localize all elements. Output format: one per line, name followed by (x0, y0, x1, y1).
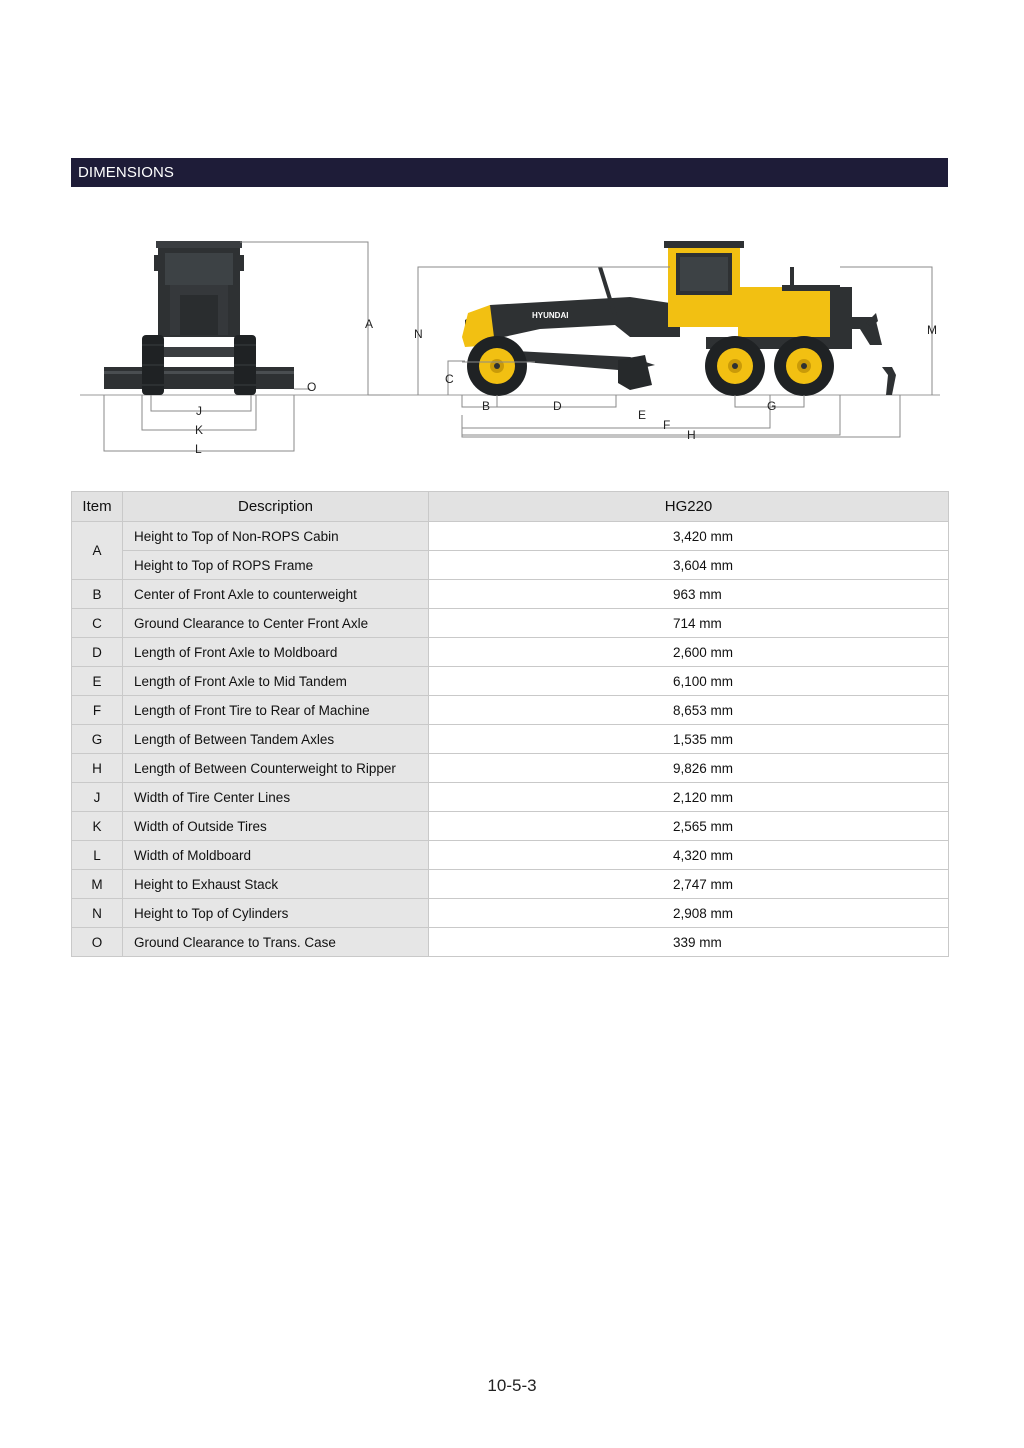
label-j: J (196, 404, 202, 418)
item-code: B (72, 580, 123, 609)
item-code: E (72, 667, 123, 696)
side-moldboard (618, 355, 652, 390)
item-description: Length of Front Axle to Mid Tandem (123, 667, 429, 696)
item-description: Height to Top of Cylinders (123, 899, 429, 928)
table-row (72, 696, 949, 725)
table-row (72, 899, 949, 928)
dimensions-diagram (70, 225, 950, 465)
label-k: K (195, 423, 204, 437)
header-model: HG220 (429, 492, 949, 522)
page-number: 10-5-3 (487, 1376, 537, 1395)
item-description: Height to Top of ROPS Frame (123, 551, 429, 580)
item-value: 1,535 mm (429, 725, 949, 754)
front-view-grader (104, 241, 294, 395)
item-code: O (72, 928, 123, 957)
item-description: Width of Moldboard (123, 841, 429, 870)
item-code: G (72, 725, 123, 754)
dimensions-drawing (70, 225, 950, 465)
ripper-tooth (882, 367, 896, 395)
label-c: C (445, 372, 454, 386)
item-description: Length of Front Axle to Moldboard (123, 638, 429, 667)
item-description: Length of Front Tire to Rear of Machine (123, 696, 429, 725)
table-row (72, 928, 949, 957)
item-code: L (72, 841, 123, 870)
table-row (72, 551, 949, 580)
item-value: 8,653 mm (429, 696, 949, 725)
item-value: 2,747 mm (429, 870, 949, 899)
label-d: D (553, 399, 562, 413)
table-row (72, 522, 949, 551)
item-value: 2,120 mm (429, 783, 949, 812)
item-description: Length of Between Tandem Axles (123, 725, 429, 754)
item-description: Ground Clearance to Trans. Case (123, 928, 429, 957)
side-middle-wheel (705, 336, 765, 396)
label-a: A (365, 317, 374, 331)
label-n: N (414, 327, 423, 341)
item-description: Ground Clearance to Center Front Axle (123, 609, 429, 638)
item-value: 4,320 mm (429, 841, 949, 870)
item-description: Center of Front Axle to counterweight (123, 580, 429, 609)
table-row (72, 667, 949, 696)
item-value: 963 mm (429, 580, 949, 609)
label-l: L (195, 442, 202, 456)
item-code: M (72, 870, 123, 899)
table-row (72, 841, 949, 870)
side-rear-wheel (774, 336, 834, 396)
item-description: Length of Between Counterweight to Ripper (123, 754, 429, 783)
label-m: M (927, 323, 937, 337)
item-code: A (72, 522, 123, 580)
label-h: H (687, 428, 696, 442)
item-code: F (72, 696, 123, 725)
item-value: 2,908 mm (429, 899, 949, 928)
table-row (72, 812, 949, 841)
side-front-wheel (467, 336, 527, 396)
dimensions-table (71, 491, 949, 957)
item-description: Height to Top of Non-ROPS Cabin (123, 522, 429, 551)
table-row (72, 754, 949, 783)
item-value: 714 mm (429, 609, 949, 638)
item-code: D (72, 638, 123, 667)
item-code: N (72, 899, 123, 928)
item-value: 3,420 mm (429, 522, 949, 551)
label-f: F (663, 418, 671, 432)
item-value: 9,826 mm (429, 754, 949, 783)
brand-logo: HYUNDAI (532, 311, 569, 320)
item-description: Height to Exhaust Stack (123, 870, 429, 899)
table-row (72, 870, 949, 899)
item-code: H (72, 754, 123, 783)
item-value: 6,100 mm (429, 667, 949, 696)
table-row (72, 783, 949, 812)
item-value: 2,600 mm (429, 638, 949, 667)
section-title-bar (71, 158, 948, 187)
item-code: C (72, 609, 123, 638)
section-title: DIMENSIONS (78, 164, 175, 181)
table-row (72, 725, 949, 754)
header-item: Item (72, 492, 123, 522)
item-value: 2,565 mm (429, 812, 949, 841)
front-moldboard (104, 367, 294, 389)
label-o: O (307, 380, 317, 394)
table-row (72, 609, 949, 638)
item-code: J (72, 783, 123, 812)
item-description: Width of Tire Center Lines (123, 783, 429, 812)
table-header-row (72, 492, 949, 522)
item-value: 339 mm (429, 928, 949, 957)
item-code: K (72, 812, 123, 841)
label-g: G (767, 399, 777, 413)
table-row (72, 638, 949, 667)
table-row (72, 580, 949, 609)
item-description: Width of Outside Tires (123, 812, 429, 841)
label-e: E (638, 408, 647, 422)
item-value: 3,604 mm (429, 551, 949, 580)
label-b: B (482, 399, 491, 413)
header-description: Description (123, 492, 429, 522)
side-view-grader (462, 241, 896, 396)
